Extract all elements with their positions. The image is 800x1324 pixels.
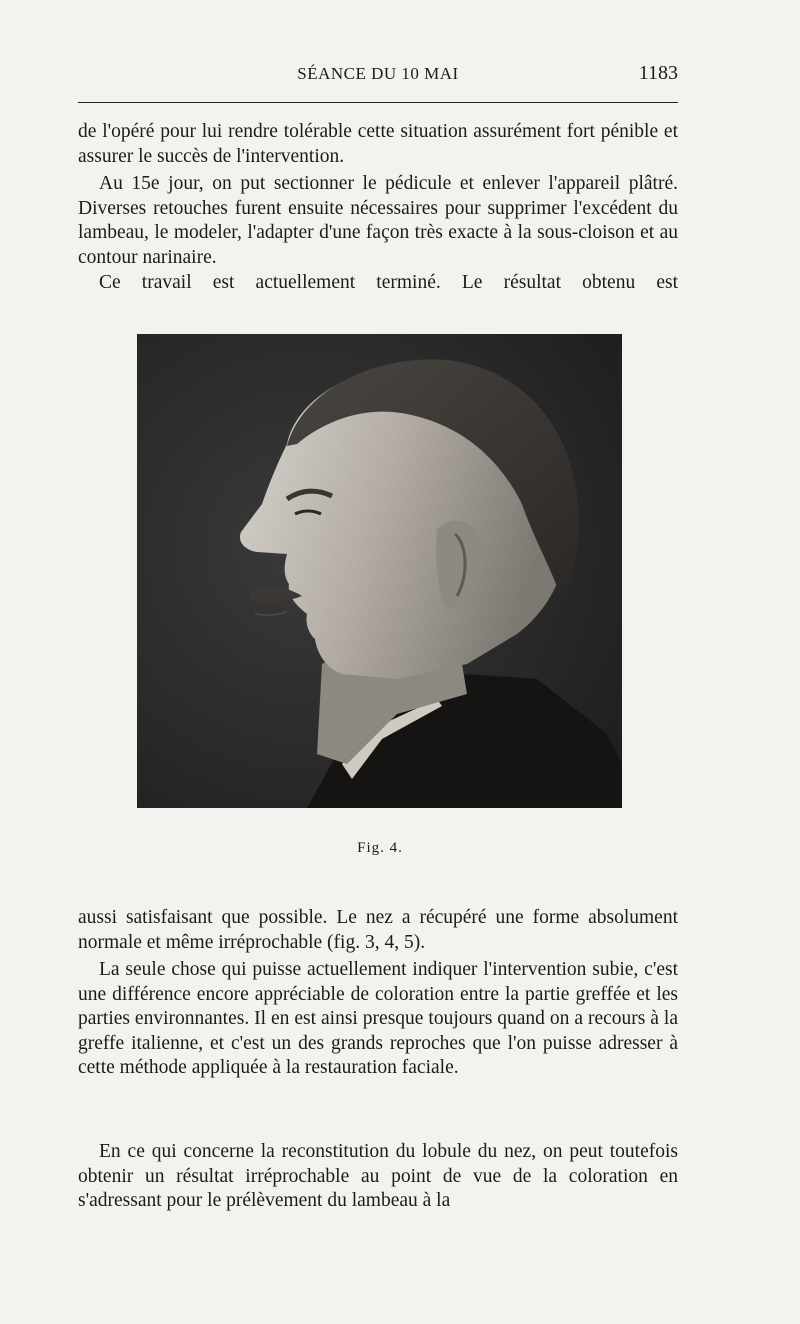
- paragraph-result-end: aussi satisfaisant que possible. Le nez a récupéré une forme absolument normale et même irréprochable (fig. 3, 4, 5).: [78, 907, 678, 953]
- paragraph-result-start: Ce travail est actuellement terminé. Le résultat obtenu est: [99, 272, 678, 293]
- paragraph-continuation: de l'opéré pour lui rendre tolérable cette situation assurément fort pénible et assurer le succès de l'intervention.: [78, 121, 678, 167]
- header-rule: [78, 102, 678, 103]
- paragraph-coloration: La seule chose qui puisse actuellement indiquer l'intervention subie, c'est une différence encore appréciable de coloration entre la partie greffée et les parties environnantes. Il en est ainsi presque toujours quand on a recours à la greffe italienne, et c'est un des grands reproches que l'on puisse adresser à cette méthode appliquée à la restauration faciale.: [78, 959, 678, 1079]
- running-header: [78, 62, 678, 86]
- profile-portrait-image: [137, 334, 622, 808]
- paragraph-lobule: En ce qui concerne la reconstitution du lobule du nez, on peut toutefois obtenir un résultat irréprochable au point de vue de la coloration en s'adressant pour le prélèvement du lambeau à la: [78, 1141, 678, 1212]
- paragraph-day-15: Au 15e jour, on put sectionner le pédicule et enlever l'appareil plâtré. Diverses retouches furent ensuite nécessaires pour supprimer l'excédent du lambeau, le modeler, l'adapter d'une façon très exacte à la sous-cloison et au contour narinaire.: [78, 173, 678, 268]
- page-number: 1183: [638, 62, 678, 84]
- figure-caption: Fig. 4.: [357, 840, 403, 856]
- portrait-photograph: [137, 334, 622, 808]
- header-title: SÉANCE DU 10 MAI: [297, 64, 459, 83]
